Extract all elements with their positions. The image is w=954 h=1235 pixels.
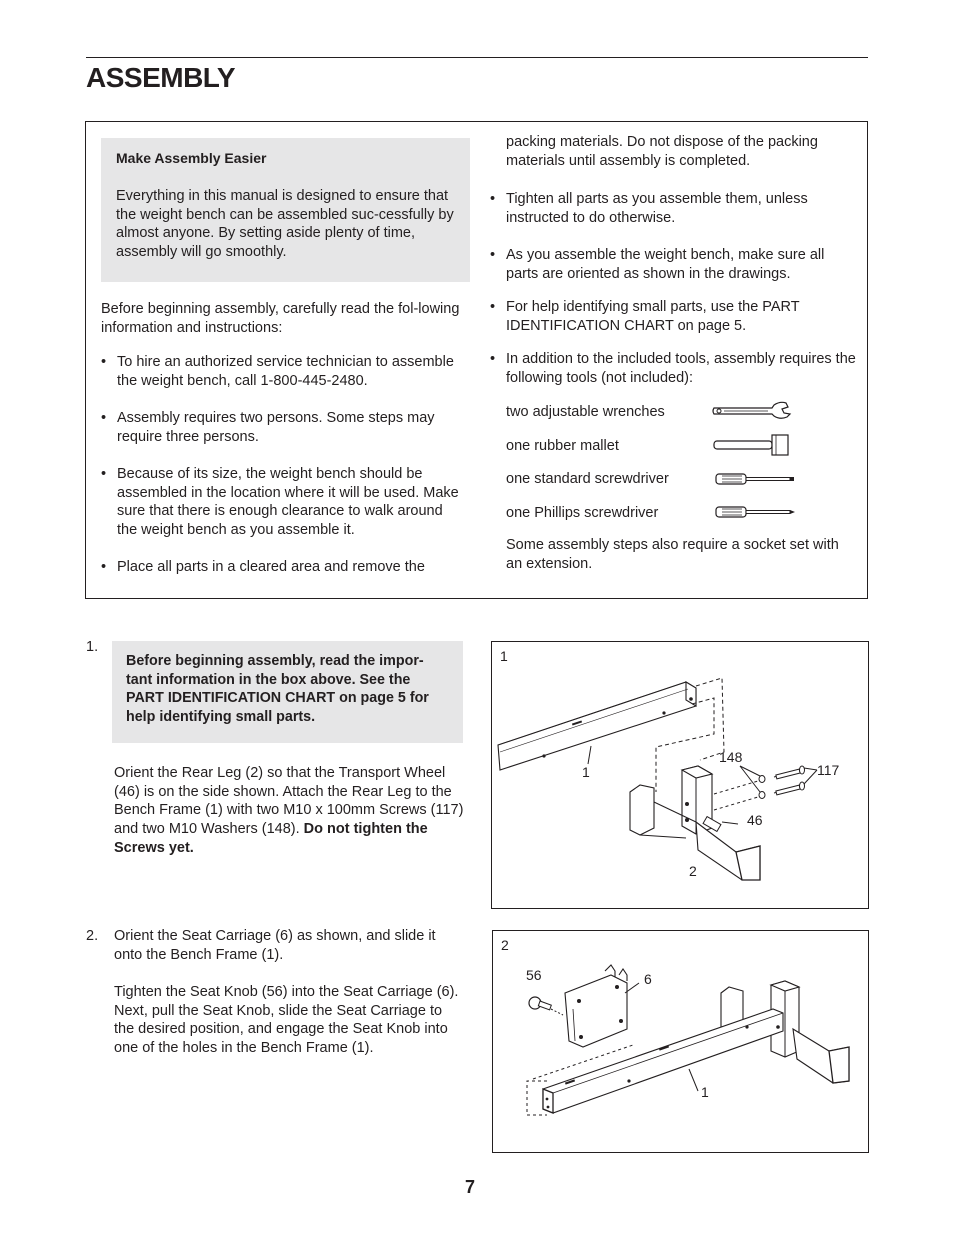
step2-text-2: Tighten the Seat Knob (56) into the Seat Carriage (6). Next, pull the Seat Knob, slide the Seat Carriage to the desired position, and engage the Seat Knob into one of the holes in the Bench Frame (1). <box>114 984 459 1057</box>
tip-title: Make Assembly Easier <box>116 150 267 166</box>
continuation-text: packing materials. Do not dispose of the packing materials until assembly is completed. <box>506 134 818 169</box>
tool-label-wrenches: two adjustable wrenches <box>506 404 665 420</box>
step2-text-1: Orient the Seat Carriage (6) as shown, and slide it onto the Bench Frame (1). <box>114 928 436 963</box>
figure-1-label-washer: 148 <box>719 749 743 765</box>
top-rule <box>86 57 868 58</box>
standard-screwdriver-icon <box>714 472 796 486</box>
figure-2-label-carriage: 6 <box>644 971 652 987</box>
step1-highlight-text: Before beginning assembly, read the impor-tant information in the box above. See the PART IDENTIFICATION CHART on page 5 for help identifying small parts. <box>126 653 429 726</box>
figure-1-number: 1 <box>500 648 508 664</box>
tool-label-mallet: one rubber mallet <box>506 438 619 454</box>
figure-1-label-wheel: 46 <box>747 812 763 828</box>
step1-text: Orient the Rear Leg (2) so that the Transport Wheel (46) is on the side shown. Attach the Rear Leg to the Bench Frame (1) with two M10 x 100mm Screws (117) and two M10 Washers (148). <box>114 765 464 838</box>
step1-highlight-box <box>112 641 463 743</box>
step1-bold-note: Do not tighten the Screws yet. <box>114 821 428 856</box>
figure-2-number: 2 <box>501 937 509 953</box>
figure-1-label-frame: 1 <box>582 764 590 780</box>
socket-note: Some assembly steps also require a socket set with an extension. <box>506 537 839 572</box>
figure-1-drawing <box>492 642 868 908</box>
tip-body: Everything in this manual is designed to ensure that the weight bench can be assembled suc-cessfully by almost anyone. By setting aside plenty of time, assembly will go smoothly. <box>116 188 454 261</box>
tip-box <box>101 138 470 282</box>
tool-label-phillips-screwdriver: one Phillips screwdriver <box>506 505 659 521</box>
step1-text-block <box>114 764 464 858</box>
bullet-tools: • In addition to the included tools, assembly requires the following tools (not included): <box>490 350 856 387</box>
bullet-cleared-area: • Place all parts in a cleared area and remove the <box>101 558 467 577</box>
bullet-location: • Because of its size, the weight bench should be assembled in the location where it will be used. Make sure that there is enough clearance to walk around the weight bench as you assemble it. <box>101 465 465 540</box>
intro-text: Before beginning assembly, carefully read the fol-lowing information and instructions: <box>101 301 460 336</box>
figure-2-drawing <box>493 931 868 1152</box>
phillips-screwdriver-icon <box>714 505 796 519</box>
bullet-tighten: • Tighten all parts as you assemble them, unless instructed to do otherwise. <box>490 190 856 227</box>
bullet-orient: • As you assemble the weight bench, make sure all parts are oriented as shown in the drawings. <box>490 246 858 283</box>
step2-number: 2. <box>86 928 99 944</box>
page-title: ASSEMBLY <box>86 62 236 93</box>
bullet-part-chart: • For help identifying small parts, use the PART IDENTIFICATION CHART on page 5. <box>490 298 856 335</box>
bullet-two-persons: • Assembly requires two persons. Some steps may require three persons. <box>101 409 467 446</box>
step1-number: 1. <box>86 639 99 655</box>
figure-2-label-knob: 56 <box>526 967 542 983</box>
figure-1-label-rear-leg: 2 <box>689 863 697 879</box>
figure-1-label-screw: 117 <box>817 762 840 778</box>
tool-label-standard-screwdriver: one standard screwdriver <box>506 471 669 487</box>
page-number: 7 <box>465 1177 476 1197</box>
adjustable-wrench-icon <box>710 400 795 422</box>
rubber-mallet-icon <box>712 432 794 458</box>
bullet-technician: • To hire an authorized service technician to assemble the weight bench, call 1-800-445-2480. <box>101 353 465 390</box>
figure-2-label-frame: 1 <box>701 1084 709 1100</box>
figure-1 <box>491 641 869 909</box>
figure-2 <box>492 930 869 1153</box>
